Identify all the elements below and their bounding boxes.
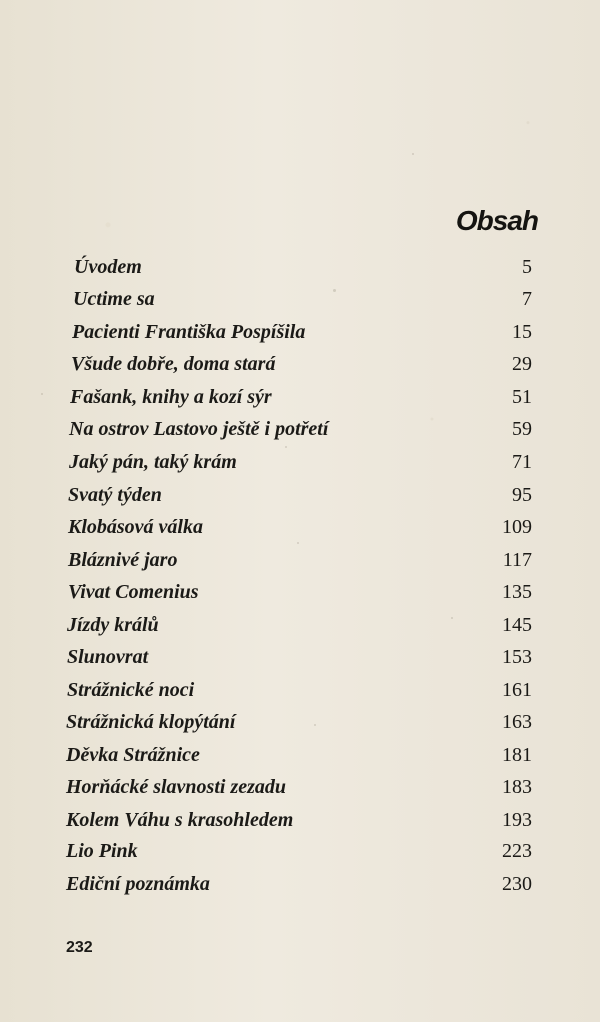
toc-entry-page: 135 [502, 581, 532, 603]
toc-row [0, 318, 600, 348]
paper-speck [412, 153, 414, 155]
toc-entry-page: 51 [512, 386, 532, 408]
toc-row [0, 773, 600, 803]
toc-entry-page: 193 [502, 809, 532, 831]
toc-entry-title: Svatý týden [68, 484, 162, 506]
toc-entry-page: 183 [502, 776, 532, 798]
toc-entry-title: Na ostrov Lastovo ještě i potřetí [69, 418, 329, 440]
page-title: Obsah [455, 205, 538, 236]
toc-entry-page: 230 [502, 873, 532, 895]
toc-entry-title: Kolem Váhu s krasohledem [66, 809, 294, 831]
toc-entry-page: 163 [502, 711, 532, 733]
toc-row [0, 350, 600, 380]
toc-entry-page: 117 [502, 549, 532, 571]
paper-speck [314, 724, 316, 726]
toc-entry-title: Děvka Strážnice [66, 744, 200, 766]
toc-entry-page: 161 [502, 679, 532, 701]
toc-row [0, 837, 600, 867]
toc-row [0, 611, 600, 641]
toc-row [0, 383, 600, 413]
toc-entry-title: Všude dobře, doma stará [71, 353, 276, 375]
toc-entry-page: 109 [502, 516, 532, 538]
toc-row [0, 415, 600, 445]
toc-entry-page: 71 [512, 451, 532, 473]
toc-entry-title: Pacienti Františka Pospíšila [72, 321, 306, 343]
toc-row [0, 546, 600, 576]
toc-row [0, 870, 600, 900]
toc-entry-title: Úvodem [74, 256, 142, 278]
paper-speck [41, 393, 43, 395]
toc-entry-page: 29 [512, 353, 532, 375]
toc-entry-page: 7 [522, 288, 532, 310]
toc-entry-page: 223 [502, 840, 532, 862]
toc-entry-title: Vivat Comenius [68, 581, 199, 603]
toc-entry-page: 181 [502, 744, 532, 766]
toc-row [0, 285, 600, 315]
page-number: 232 [66, 939, 93, 956]
toc-row [0, 643, 600, 673]
toc-row [0, 253, 600, 283]
toc-entry-title: Lio Pink [66, 840, 138, 862]
toc-row [0, 676, 600, 706]
toc-row [0, 708, 600, 738]
toc-entry-page: 59 [512, 418, 532, 440]
table-of-contents [0, 253, 600, 913]
toc-entry-title: Bláznivé jaro [68, 549, 178, 571]
toc-entry-page: 95 [512, 484, 532, 506]
paper-speck [297, 542, 299, 544]
toc-entry-title: Ediční poznámka [66, 873, 210, 895]
toc-entry-title: Uctime sa [73, 288, 155, 310]
toc-entry-title: Strážnická klopýtání [66, 711, 236, 733]
toc-entry-title: Jaký pán, taký krám [69, 451, 237, 473]
toc-row [0, 448, 600, 478]
toc-row [0, 741, 600, 771]
paper-speck [333, 289, 336, 292]
toc-row [0, 578, 600, 608]
toc-entry-title: Klobásová válka [68, 516, 203, 538]
toc-entry-page: 145 [502, 614, 532, 636]
toc-row [0, 481, 600, 511]
toc-entry-title: Fašank, knihy a kozí sýr [70, 386, 272, 408]
toc-entry-title: Horňácké slavnosti zezadu [66, 776, 287, 798]
paper-speck [285, 446, 287, 448]
paper-speck [451, 617, 453, 619]
toc-entry-page: 5 [522, 256, 532, 278]
toc-entry-page: 15 [512, 321, 532, 343]
toc-row [0, 513, 600, 543]
toc-entry-page: 153 [502, 646, 532, 668]
toc-entry-title: Strážnické noci [67, 679, 195, 701]
toc-entry-title: Jízdy králů [67, 614, 159, 636]
toc-entry-title: Slunovrat [67, 646, 149, 668]
toc-row [0, 806, 600, 836]
